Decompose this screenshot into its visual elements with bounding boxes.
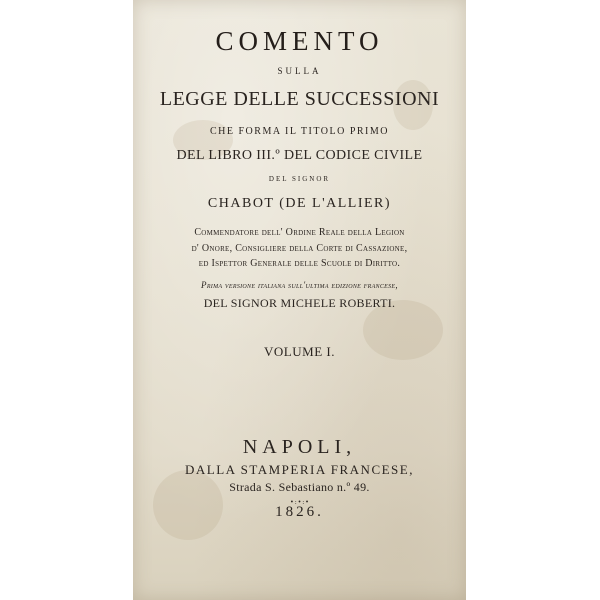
book-title: COMENTO xyxy=(215,26,384,56)
sulla-text: SULLA xyxy=(277,66,322,76)
printer: DALLA STAMPERIA FRANCESE, xyxy=(185,462,414,477)
translation-note: Prima versione italiana sull'ultima edizione francese, xyxy=(201,280,398,290)
author-titles-line-1: Commendatore dell' Ordine Reale della Legion xyxy=(194,227,405,238)
del-libro-line: DEL LIBRO III.º DEL CODICE CIVILE xyxy=(176,148,423,163)
che-forma-line: CHE FORMA IL TITOLO PRIMO xyxy=(210,126,389,137)
subject-title: LEGGE DELLE SUCCESSIONI xyxy=(159,88,440,110)
author-titles-line-3: ed Ispettor Generale delle Scuole di Diritto. xyxy=(198,258,401,269)
author-name: CHABOT (DE L'ALLIER) xyxy=(207,196,392,211)
translator-line: DEL SIGNOR MICHELE ROBERTI. xyxy=(203,296,396,310)
address: Strada S. Sebastiano n.º 49. xyxy=(229,480,370,494)
publication-year: 1826. xyxy=(275,504,324,520)
del-signor-line: DEL SIGNOR xyxy=(268,175,331,183)
title-page xyxy=(133,0,466,600)
volume-label: VOLUME I. xyxy=(264,344,335,359)
author-titles-line-2: d' Onore, Consigliere della Corte di Cassazione, xyxy=(191,243,408,254)
city: NAPOLI, xyxy=(242,436,357,458)
printer-ornament: •:•:• xyxy=(290,499,310,506)
